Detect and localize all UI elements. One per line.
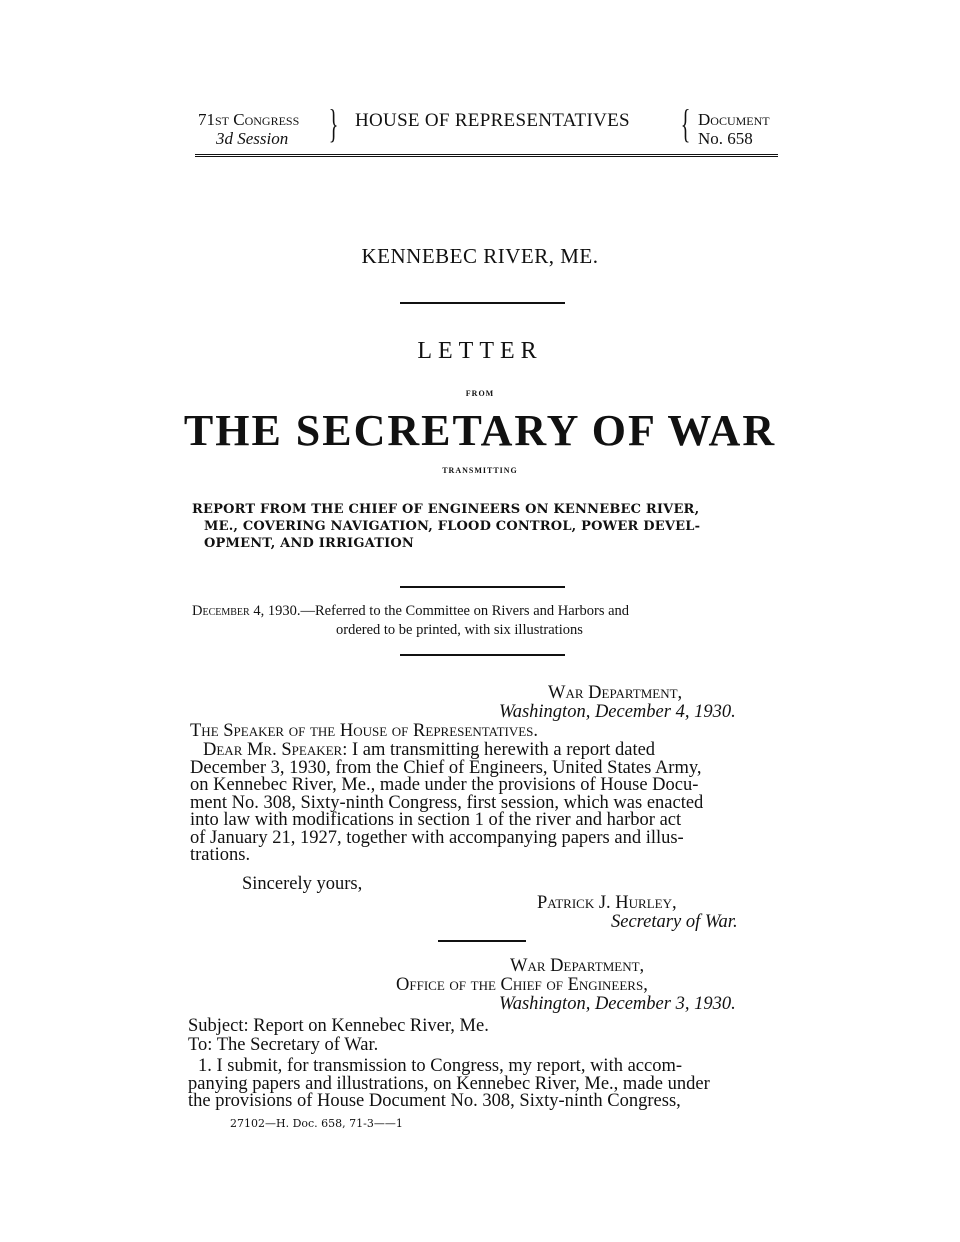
report-description xyxy=(192,501,777,552)
report-paragraph xyxy=(188,1058,780,1111)
divider xyxy=(438,940,526,942)
divider xyxy=(400,302,565,304)
sender-department: War Department, xyxy=(548,683,683,703)
signer-name: Patrick J. Hurley, xyxy=(537,893,677,913)
body-line: ment No. 308, Sixty-ninth Congress, first session, which was enacted xyxy=(190,792,704,813)
divider xyxy=(400,586,565,588)
header-rule xyxy=(195,154,778,158)
to-line: To: The Secretary of War. xyxy=(188,1035,379,1055)
referral-note xyxy=(192,602,778,640)
left-brace: } xyxy=(328,101,339,146)
right-brace: { xyxy=(680,101,691,146)
body-line: trations. xyxy=(190,845,251,865)
sender-office: Office of the Chief of Engineers, xyxy=(396,975,648,995)
letter-heading: LETTER xyxy=(417,338,543,364)
body-line: the provisions of House Document No. 308, Sixty-ninth Congress, xyxy=(188,1091,681,1111)
house-heading: HOUSE OF REPRESENTATIVES xyxy=(355,110,630,131)
document-number: No. 658 xyxy=(698,129,753,148)
report-line: OPMENT, AND IRRIGATION xyxy=(204,536,414,551)
letter-body xyxy=(190,742,780,865)
body-line: December 3, 1930, from the Chief of Engineers, United States Army, xyxy=(190,757,702,778)
body-line: into law with modifications in section 1 of the river and harbor act xyxy=(190,810,682,830)
document-label: Document xyxy=(698,110,770,129)
from-label: FROM xyxy=(465,389,495,398)
referral-date: December 4, 1930. xyxy=(192,603,301,619)
report-line: REPORT FROM THE CHIEF OF ENGINEERS ON KENNEBEC RIVER, xyxy=(192,502,700,517)
congress-session-block xyxy=(198,110,299,148)
body-line: I am transmitting herewith a report dated xyxy=(347,740,656,760)
divider xyxy=(400,654,565,656)
congress-label: 71st Congress xyxy=(198,110,300,129)
document-subject: KENNEBEC RIVER, ME. xyxy=(361,244,599,268)
transmitting-label: TRANSMITTING xyxy=(442,466,518,475)
secretary-heading: THE SECRETARY OF WAR xyxy=(183,406,777,455)
subject-line: Subject: Report on Kennebec River, Me. xyxy=(188,1016,489,1036)
body-line: 1. I submit, for transmission to Congress, my report, with accom- xyxy=(198,1056,683,1076)
salutation: Dear Mr. Speaker: xyxy=(203,740,348,760)
body-line: on Kennebec River, Me., made under the provisions of House Docu- xyxy=(190,775,699,795)
body-line: panying papers and illustrations, on Kennebec River, Me., made under xyxy=(188,1073,710,1094)
addressee: The Speaker of the House of Representatives. xyxy=(190,721,539,741)
referral-text: ordered to be printed, with six illustrations xyxy=(336,622,583,638)
place-date: Washington, December 3, 1930. xyxy=(499,994,736,1014)
closing: Sincerely yours, xyxy=(242,874,363,894)
place-date: Washington, December 4, 1930. xyxy=(499,702,736,722)
body-line: of January 21, 1927, together with accompanying papers and illus- xyxy=(190,827,684,848)
signer-title: Secretary of War. xyxy=(611,912,738,932)
report-line: ME., COVERING NAVIGATION, FLOOD CONTROL, POWER DEVEL- xyxy=(204,519,701,534)
printer-imprint: 27102—H. Doc. 658, 71-3——1 xyxy=(230,1117,403,1130)
document-number-block xyxy=(698,110,770,148)
session-label: 3d Session xyxy=(216,129,289,148)
referral-text: —Referred to the Committee on Rivers and Harbors and xyxy=(300,603,630,619)
sender-department: War Department, xyxy=(510,956,645,976)
